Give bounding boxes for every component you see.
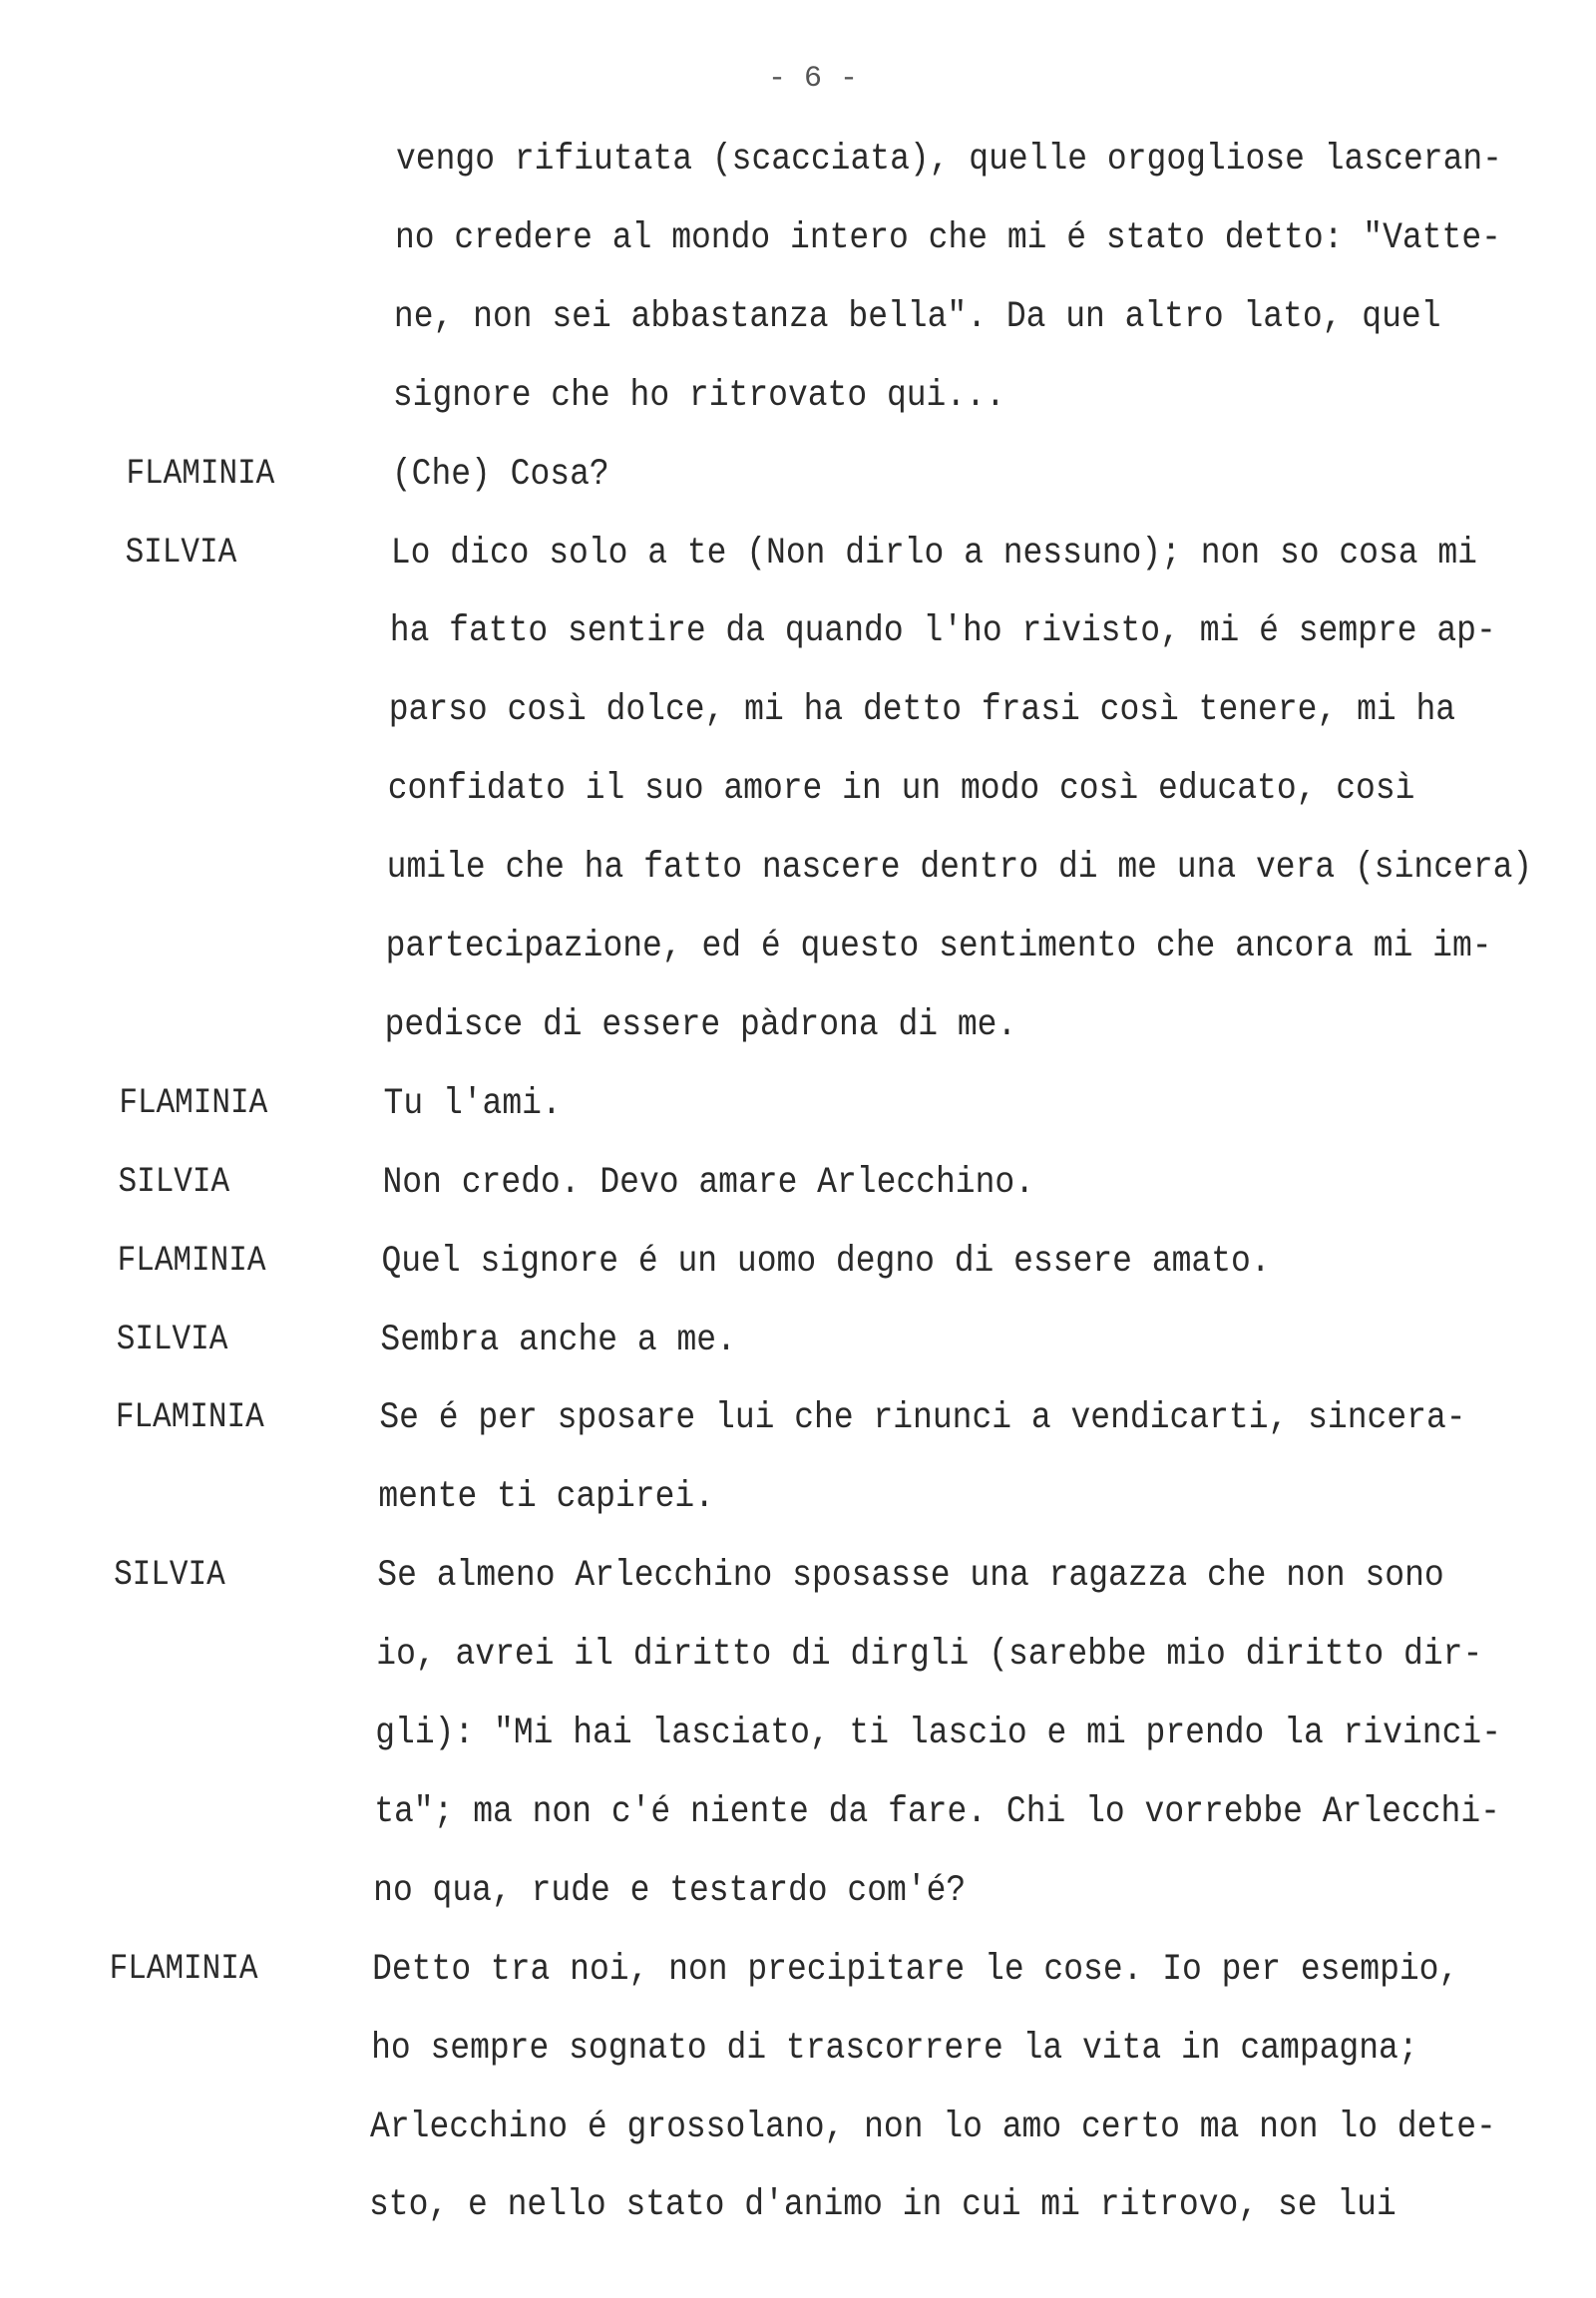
dialogue-line: Arlecchino é grossolano, non lo amo certo ma non lo dete-: [370, 2106, 1496, 2147]
dialogue-line: umile che ha fatto nascere dentro di me una vera (sincera): [386, 846, 1533, 889]
dialogue-line: parso così dolce, mi ha detto frasi così tenere, mi ha: [388, 689, 1456, 731]
dialogue-line: no qua, rude e testardo com'é?: [373, 1869, 967, 1911]
speaker-name: SILVIA: [118, 1161, 230, 1203]
dialogue-line: ho sempre sognato di trascorrere la vita in campagna;: [371, 2027, 1418, 2069]
dialogue-line: ta"; ma non c'é niente da fare. Chi lo vorrebbe Arlecchi-: [374, 1790, 1500, 1833]
dialogue-line: Quel signore é un uomo degno di essere amato.: [381, 1240, 1271, 1282]
speaker-name: FLAMINIA: [117, 1240, 266, 1282]
dialogue-line: Lo dico solo a te (Non dirlo a nessuno); non so cosa mi: [390, 532, 1477, 574]
speaker-name: FLAMINIA: [109, 1948, 258, 1990]
dialogue-line: gli): "Mi hai lasciato, ti lascio e mi prendo la rivinci-: [375, 1712, 1502, 1754]
dialogue-line: Detto tra noi, non precipitare le cose. Io per esempio,: [372, 1948, 1459, 1990]
dialogue-line: ha fatto sentire da quando l'ho rivisto, mi é sempre ap-: [389, 610, 1496, 652]
speaker-name: FLAMINIA: [115, 1397, 264, 1438]
speaker-name: SILVIA: [116, 1319, 228, 1360]
dialogue-line: no credere al mondo intero che mi é stato detto: "Vatte-: [394, 216, 1501, 259]
dialogue-line: (Che) Cosa?: [391, 453, 609, 495]
dialogue-line: pedisce di essere pàdrona di me.: [384, 1003, 1017, 1046]
page-number: - 6 -: [767, 62, 858, 96]
dialogue-line: vengo rifiutata (scacciata), quelle orgogliose lasceran-: [396, 138, 1502, 181]
dialogue-line: ne, non sei abbastanza bella". Da un altro lato, quel: [393, 295, 1441, 337]
dialogue-line: io, avrei il diritto di dirgli (sarebbe mio diritto dir-: [376, 1633, 1483, 1676]
dialogue-line: signore che ho ritrovato qui...: [392, 374, 1005, 416]
speaker-name: FLAMINIA: [119, 1083, 268, 1124]
speaker-name: SILVIA: [114, 1555, 225, 1596]
speaker-name: FLAMINIA: [126, 453, 275, 495]
dialogue-line: Non credo. Devo amare Arlecchino.: [382, 1161, 1035, 1203]
dialogue-line: partecipazione, ed é questo sentimento che ancora mi im-: [385, 925, 1492, 967]
dialogue-line: sto, e nello stato d'animo in cui mi ritrovo, se lui: [369, 2184, 1396, 2226]
speaker-name: SILVIA: [125, 532, 237, 574]
dialogue-line: Sembra anche a me.: [380, 1319, 736, 1360]
dialogue-line: Tu l'ami.: [383, 1082, 562, 1124]
dialogue-line: mente ti capirei.: [378, 1476, 714, 1518]
dialogue-line: confidato il suo amore in un modo così educato, così: [387, 767, 1415, 810]
dialogue-line: Se é per sposare lui che rinunci a vendicarti, sincera-: [379, 1397, 1466, 1439]
dialogue-line: Se almeno Arlecchino sposasse una ragazza che non sono: [377, 1554, 1444, 1597]
